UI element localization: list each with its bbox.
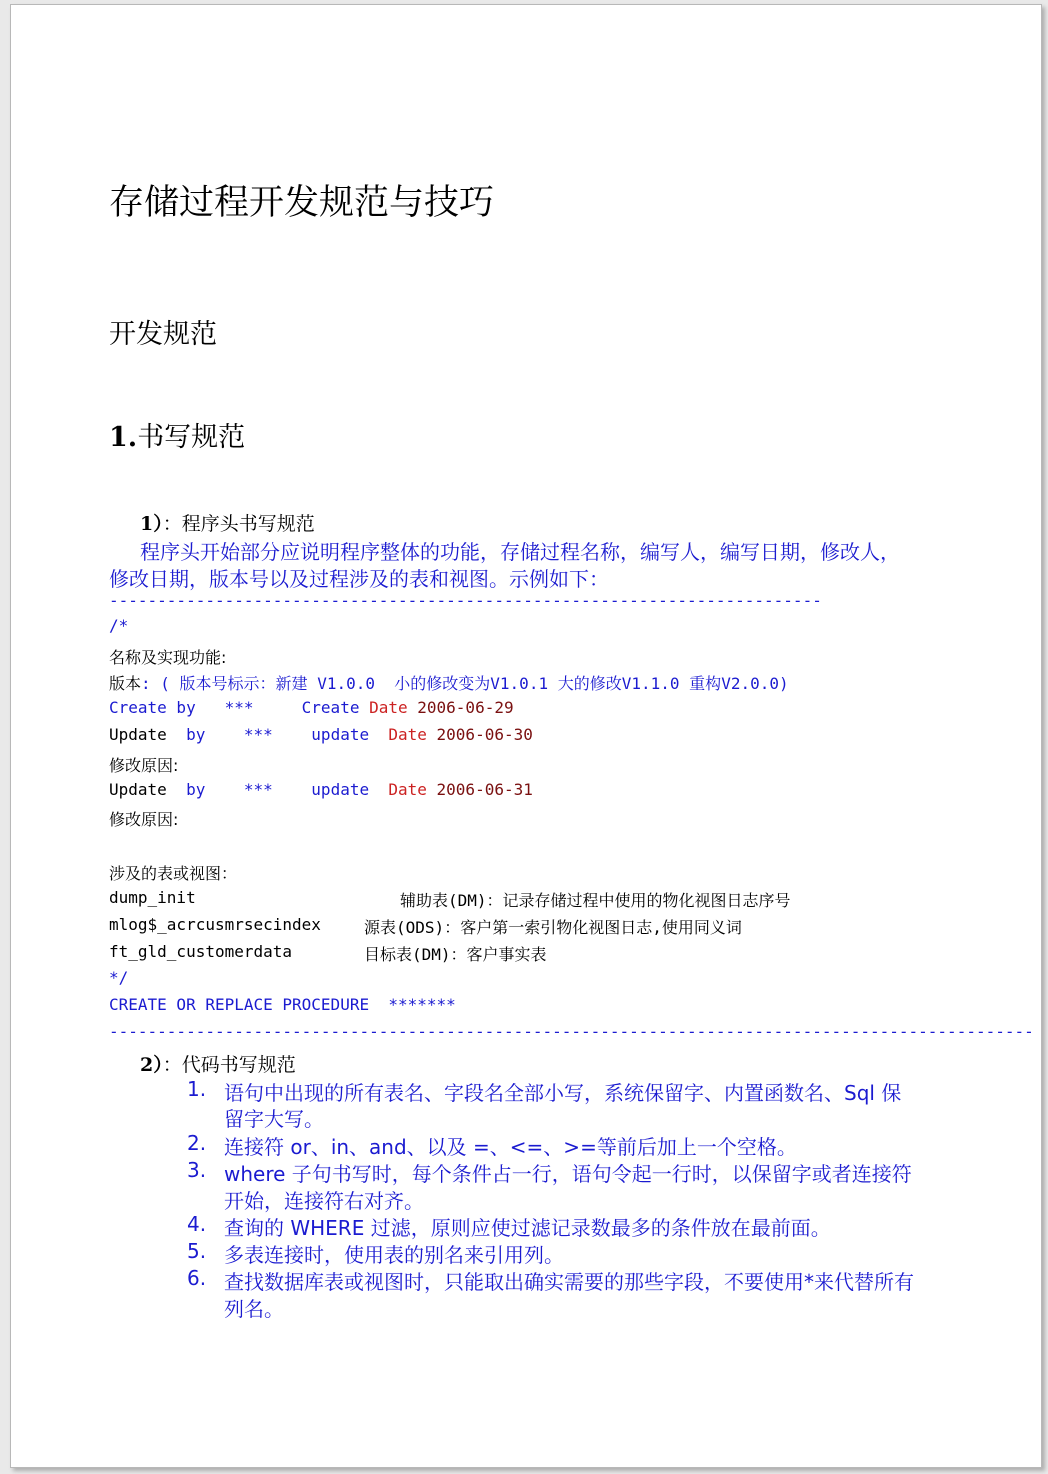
update-2-date: 2006-06-31: [436, 780, 533, 799]
table-2-desc-b: (ODS): [396, 918, 445, 937]
intro-line-1: 程序头开始部分应说明程序整体的功能，存储过程名称，编写人，编写日期，修改人，: [140, 540, 900, 564]
list-item-6-line-1: 查找数据库表或视图时，只能取出确实需要的那些字段，不要使用*来代替所有: [224, 1270, 914, 1294]
section-1-heading: [140, 509, 315, 536]
document-title: 存储过程开发规范与技巧: [109, 183, 495, 223]
create-date: 2006-06-29: [417, 698, 514, 717]
version-refactor-num: V2.0.0): [721, 674, 789, 693]
table-3-desc-c: ：客户事实表: [450, 945, 547, 964]
version-refactor: 重构: [689, 674, 722, 693]
table-3-desc-a: 目标表: [364, 945, 413, 964]
table-2-desc-e: 使用同义词: [661, 918, 742, 937]
update-2-keyword: Update: [109, 780, 177, 799]
version-minor-num: V1.0.1: [490, 674, 558, 693]
section-2-number: 2）: [140, 1054, 163, 1076]
dashed-separator-top: --------------------------------------------------------------------------: [109, 591, 822, 610]
list-item-1-line-1: 语句中出现的所有表名、字段名全部小写，系统保留字、内置函数名、Sql 保: [224, 1081, 902, 1105]
list-item-3-line-1: where 子句书写时，每个条件占一行，语句令起一行时，以保留字或者连接符: [224, 1162, 912, 1186]
version-major-num: V1.1.0: [621, 674, 690, 693]
dashed-separator-bottom: ------------------------------------------------------------------------------------------------: [109, 1022, 1034, 1041]
version-major: 大的修改: [557, 674, 622, 693]
update-2-by: by: [176, 780, 215, 799]
list-item-3-line-2: 开始，连接符右对齐。: [224, 1189, 424, 1213]
list-item-1-number: 1.: [187, 1077, 207, 1101]
list-item-6-number: 6.: [187, 1266, 207, 1290]
table-1-desc-c: ：记录存储过程中使用的物化视图日志序号: [486, 891, 791, 910]
section-2-heading: [140, 1050, 296, 1077]
table-2-desc-a: 源表: [364, 918, 397, 937]
list-item-4-number: 4.: [187, 1212, 207, 1236]
table-1-name: dump_init: [109, 888, 196, 907]
update-line-1: [109, 725, 533, 744]
create-line: [109, 698, 514, 717]
table-3-desc: [364, 942, 547, 965]
section-1-number: 1）: [140, 513, 163, 535]
reason-label-2: 修改原因:: [109, 810, 179, 829]
version-label: 版本: [109, 674, 142, 693]
list-item-1-line-2: 留字大写。: [224, 1107, 324, 1131]
update-1-author: *** update: [214, 725, 389, 744]
list-item-2-number: 2.: [187, 1131, 207, 1155]
update-1-date-keyword: Date: [388, 725, 437, 744]
comment-open: /*: [109, 616, 129, 635]
name-label: 名称及实现功能:: [109, 648, 227, 667]
version-minor: 小的修改变为: [394, 674, 491, 693]
document-page: [10, 4, 1042, 1468]
version-new: 版本号标示：新建: [179, 674, 308, 693]
list-item-5-number: 5.: [187, 1239, 207, 1263]
reason-label-1: 修改原因:: [109, 756, 179, 775]
table-3-name: ft_gld_customerdata: [109, 942, 293, 961]
update-line-2: [109, 780, 533, 799]
table-3-desc-b: (DM): [412, 945, 451, 964]
table-2-desc-d: ,: [652, 918, 662, 937]
update-1-date: 2006-06-30: [436, 725, 533, 744]
table-1-desc-a: 辅助表: [400, 891, 449, 910]
table-2-desc-c: ：客户第一索引物化视图日志: [444, 918, 653, 937]
list-item-4-line-1: 查询的 WHERE 过滤，原则应使过滤记录数最多的条件放在最前面。: [224, 1216, 831, 1240]
create-date-keyword: Date: [369, 698, 418, 717]
tables-label: 涉及的表或视图：: [109, 864, 238, 883]
create-procedure-line: CREATE OR REPLACE PROCEDURE *******: [109, 995, 456, 1014]
update-2-date-keyword: Date: [388, 780, 437, 799]
section-2-text: ：代码书写规范: [162, 1054, 296, 1076]
version-new-num: V1.0.0: [307, 674, 395, 693]
list-item-6-line-2: 列名。: [224, 1297, 284, 1321]
table-2-name: mlog$_acrcusmrsecindex: [109, 915, 321, 934]
heading-development-standards: 开发规范: [109, 319, 217, 350]
version-paren: : (: [141, 674, 180, 693]
list-item-5-line-1: 多表连接时，使用表的别名来引用列。: [224, 1243, 564, 1267]
section-1-text: ：程序头书写规范: [162, 513, 315, 535]
heading-text: 书写规范: [137, 422, 246, 453]
table-1-desc: [400, 888, 791, 911]
update-1-keyword: Update: [109, 725, 177, 744]
comment-close: */: [109, 968, 129, 987]
table-1-desc-b: (DM): [448, 891, 487, 910]
update-1-by: by: [176, 725, 215, 744]
list-item-3-number: 3.: [187, 1158, 207, 1182]
heading-number: 1.: [109, 422, 138, 453]
update-2-author: *** update: [214, 780, 389, 799]
create-by: Create by *** Create: [109, 698, 370, 717]
heading-writing-standards: [109, 415, 245, 454]
version-line: [109, 671, 789, 694]
intro-line-2: 修改日期，版本号以及过程涉及的表和视图。示例如下：: [109, 567, 609, 591]
list-item-2-line-1: 连接符 or、in、and、以及 =、<=、>=等前后加上一个空格。: [224, 1135, 797, 1159]
table-2-desc: [364, 915, 742, 938]
